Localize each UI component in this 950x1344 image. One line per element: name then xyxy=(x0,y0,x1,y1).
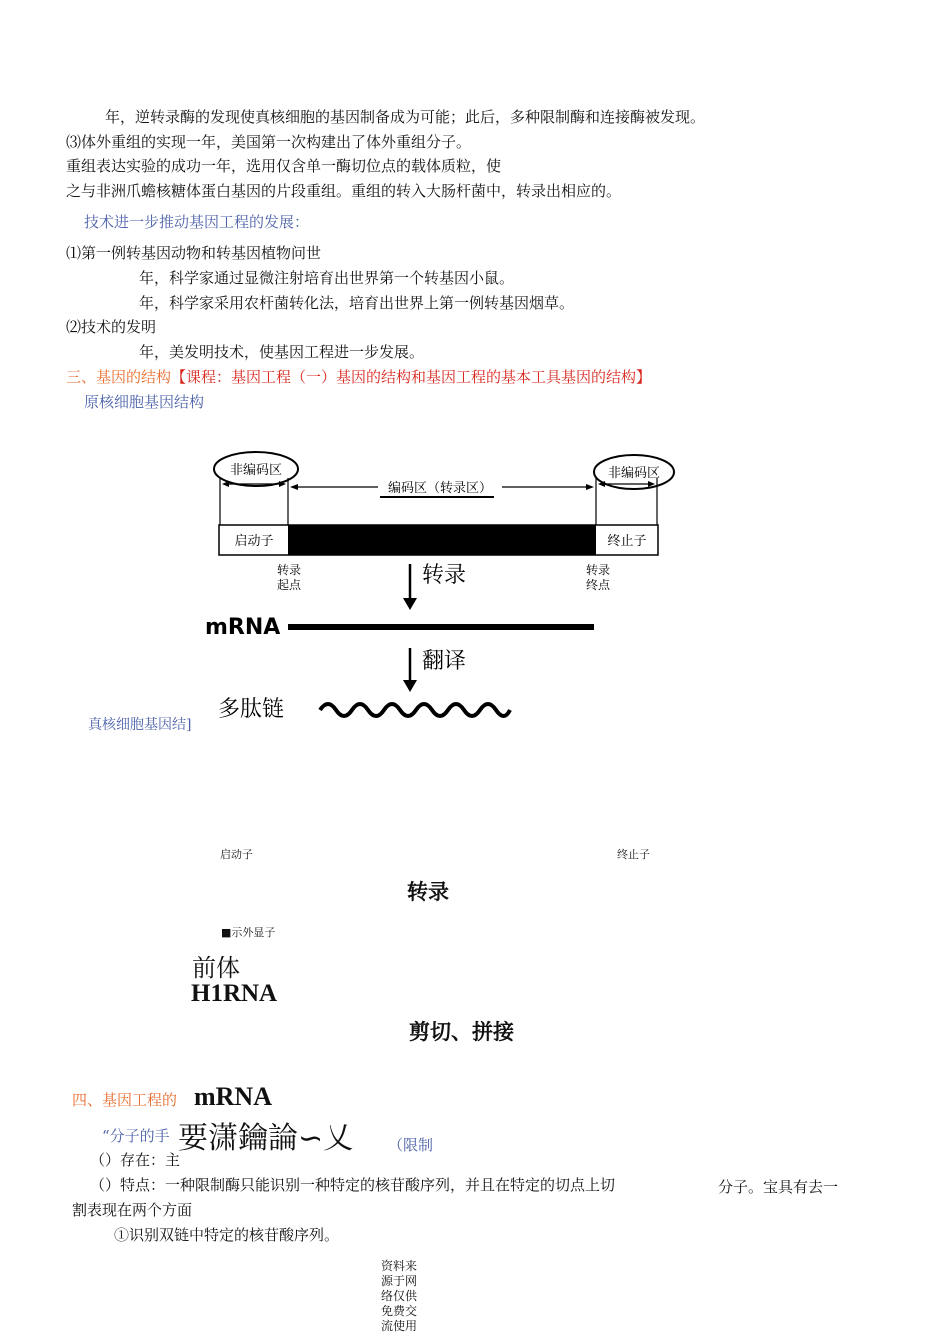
intro-line-3: 重组表达实验的成功一年，选用仅含单一酶切位点的载体质粒，使 xyxy=(66,157,502,175)
mrna-label: mRNA xyxy=(205,615,281,640)
euk-transcription: 转录 xyxy=(407,880,449,904)
euk-splice: 剪切、拼接 xyxy=(409,1020,514,1044)
section4-cut-two: 割表现在两个方面 xyxy=(72,1201,193,1219)
intro-line-4: 之与非洲爪蟾核糖体蛋白基因的片段重组。重组的转入大肠杆菌中，转录出相应的。 xyxy=(66,182,622,200)
tech-line-2: 年，科学家通过显微注射培育出世界第一个转基因小鼠。 xyxy=(139,269,515,287)
euk-promoter-fragment: 启动子 xyxy=(220,848,253,861)
tech-line-5: 年，美发明技术，使基因工程进一步发展。 xyxy=(139,343,425,361)
intro-line-1: 年，逆转录酶的发现使真核细胞的基因制备成为可能；此后，多种限制酶和连接酶被发现。 xyxy=(105,108,706,126)
euk-h1rna: H1RNA xyxy=(191,980,278,1007)
tx-start-line2: 起点 xyxy=(276,578,302,592)
tech-heading: 技术进一步推动基因工程的发展： xyxy=(84,213,310,231)
coding-block xyxy=(288,525,596,555)
section3-title: 三、基因的结构 xyxy=(66,368,172,386)
tx-end-line2: 终点 xyxy=(585,578,611,592)
section4-title: 四、基因工程的 xyxy=(72,1091,178,1109)
section3-course: 【课程：基因工程（一）基因的结构和基因工程的基本工具基因的结构】 xyxy=(171,368,652,386)
polypeptide-label: 多肽链 xyxy=(218,697,285,722)
terminator-label: 终止子 xyxy=(607,534,647,549)
eukaryote-label: 真核细胞基因结] xyxy=(88,717,192,733)
tech-line-1: ⑴第一例转基因动物和转基因植物问世 xyxy=(66,244,322,262)
noncoding-right-label: 非编码区 xyxy=(607,466,661,481)
section4-exist: （）存在：主 xyxy=(90,1151,181,1169)
section4-mrna: mRNA xyxy=(194,1082,272,1111)
tx-end-line1: 转录 xyxy=(585,563,611,577)
euk-exon-note: ■示外显子 xyxy=(221,926,276,939)
euk-precursor: 前体 xyxy=(192,954,240,982)
section4-feature-right: 分子。宝具有去一 xyxy=(718,1178,839,1196)
translation-label: 翻译 xyxy=(422,649,467,674)
section4-garbled: 要潇鑰論∽乂 xyxy=(178,1121,354,1156)
euk-terminator-fragment: 终止子 xyxy=(617,848,650,861)
tx-start-line1: 转录 xyxy=(276,563,302,577)
prokaryote-subheading: 原核细胞基因结构 xyxy=(84,393,205,411)
section4-feature: （）特点：一种限制酶只能识别一种特定的核苷酸序列，并且在特定的切点上切 xyxy=(90,1176,616,1194)
mrna-strand xyxy=(288,624,594,630)
transcription-label: 转录 xyxy=(422,563,467,588)
noncoding-left-label: 非编码区 xyxy=(229,463,283,478)
section4-item1: ①识别双链中特定的核苷酸序列。 xyxy=(114,1226,340,1244)
promoter-label: 启动子 xyxy=(234,534,274,549)
intro-line-2: ⑶体外重组的实现一年，美国第一次构建出了体外重组分子。 xyxy=(66,133,472,151)
section4-quote: “分子的手 xyxy=(102,1127,170,1145)
tech-line-4: ⑵技术的发明 xyxy=(66,318,157,336)
tech-line-3: 年，科学家采用农杆菌转化法，培育出世界上第一例转基因烟草。 xyxy=(139,294,575,312)
footer-note: 资料来源于网络仅供免费交流使用 xyxy=(381,1259,418,1333)
polypeptide-chain xyxy=(320,704,510,716)
coding-region-label: 编码区（转录区） xyxy=(387,481,493,496)
section4-paren: （限制 xyxy=(388,1136,434,1154)
